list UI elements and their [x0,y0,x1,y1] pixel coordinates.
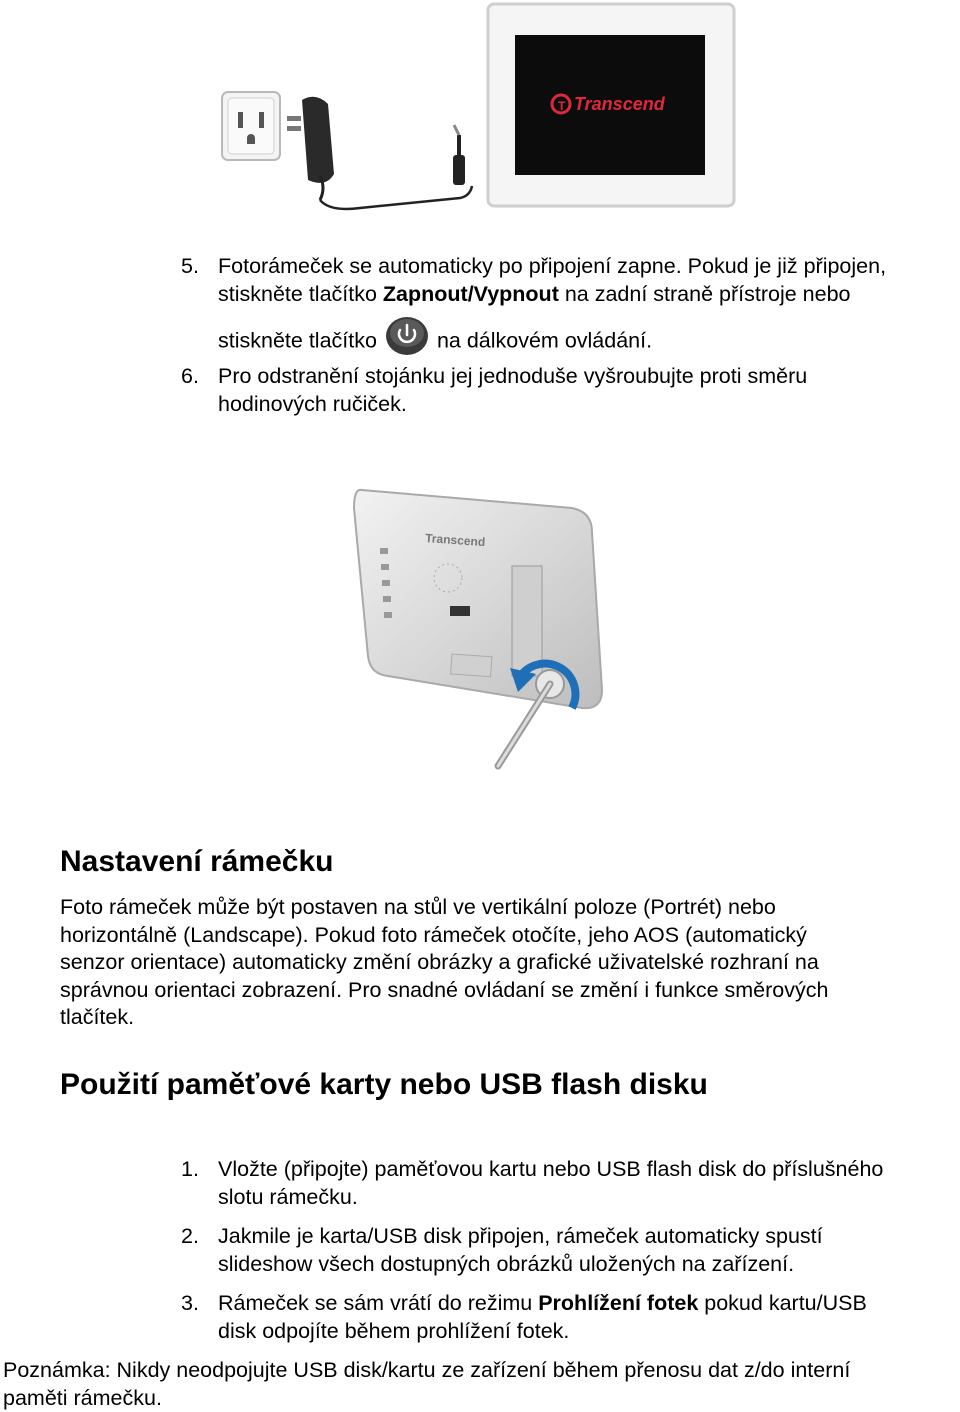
item-number: 1. [181,1157,199,1181]
step-5-line-2 [218,280,851,308]
paragraph-line: senzor orientace) automaticky změní obrázky a grafické uživatelské rozhraní na [60,950,819,974]
back-brand-logo: Transcend [424,531,486,550]
text: Rámeček se sám vrátí do režimu [218,1291,539,1315]
section-1-paragraph [60,894,828,1032]
text: na dálkovém ovládání. [436,328,653,353]
paragraph-line: Foto rámeček může být postaven na stůl ve vertikální poloze (Portrét) nebo [60,895,776,919]
item-line: slotu rámečku. [218,1185,358,1209]
item-line [218,1289,867,1317]
step-6-line-1: Pro odstranění stojánku jej jednoduše vyšroubujte proti směru [218,364,808,388]
note-line: paměti rámečku. [3,1386,162,1410]
power-button-icon [385,316,429,356]
step-number: 5. [181,254,199,278]
text: pokud kartu/USB [698,1291,867,1315]
step-number: 6. [181,364,199,388]
wall-outlet-icon [222,92,280,160]
svg-text:T: T [558,99,566,113]
mode-name: Prohlížení fotek [538,1291,699,1315]
section-title-memory-card: Použití paměťové karty nebo USB flash disku [60,1068,708,1101]
item-line: Jakmile je karta/USB disk připojen, rámeček automaticky spustí [218,1224,823,1248]
paragraph-line: správnou orientaci zobrazení. Pro snadné ovládaní se změní i funkce směrových [60,977,829,1002]
note-line: Poznámka: Nikdy neodpojujte USB disk/kartu ze zařízení během přenosu dat z/do interní [3,1358,851,1382]
item-line: Vložte (připojte) paměťovou kartu nebo USB flash disk do příslušného [218,1157,884,1181]
text: stiskněte tlačítko [218,328,377,353]
text: stiskněte tlačítko [218,282,383,306]
item-number: 3. [181,1291,199,1315]
paragraph-line: horizontálně (Landscape). Pokud foto rámeček otočíte, jeho AOS (automatický [60,922,807,947]
power-button-name: Zapnout/Vypnout [382,282,559,306]
power-adapter-icon [287,97,472,209]
note [3,1356,850,1412]
item-line: disk odpojíte během prohlížení fotek. [218,1319,570,1343]
power-connection-illustration [210,0,750,215]
photo-frame-front-icon [488,4,734,206]
frame-back-illustration [340,478,630,778]
section-title-frame-setup: Nastavení rámečku [60,845,334,878]
text: na zadní straně přístroje nebo [558,282,851,306]
item-number: 2. [181,1224,199,1248]
step-5-line-1: Fotorámeček se automaticky po připojení zapne. Pokud je již připojen, [218,254,887,278]
paragraph-line: tlačítek. [60,1005,135,1029]
item-line: slideshow všech dostupných obrázků uložených na zařízení. [218,1252,795,1276]
brand-logo: Transcend [574,94,665,114]
step-6-line-2: hodinových ručiček. [218,392,407,416]
step-5-line-3 [218,322,652,362]
